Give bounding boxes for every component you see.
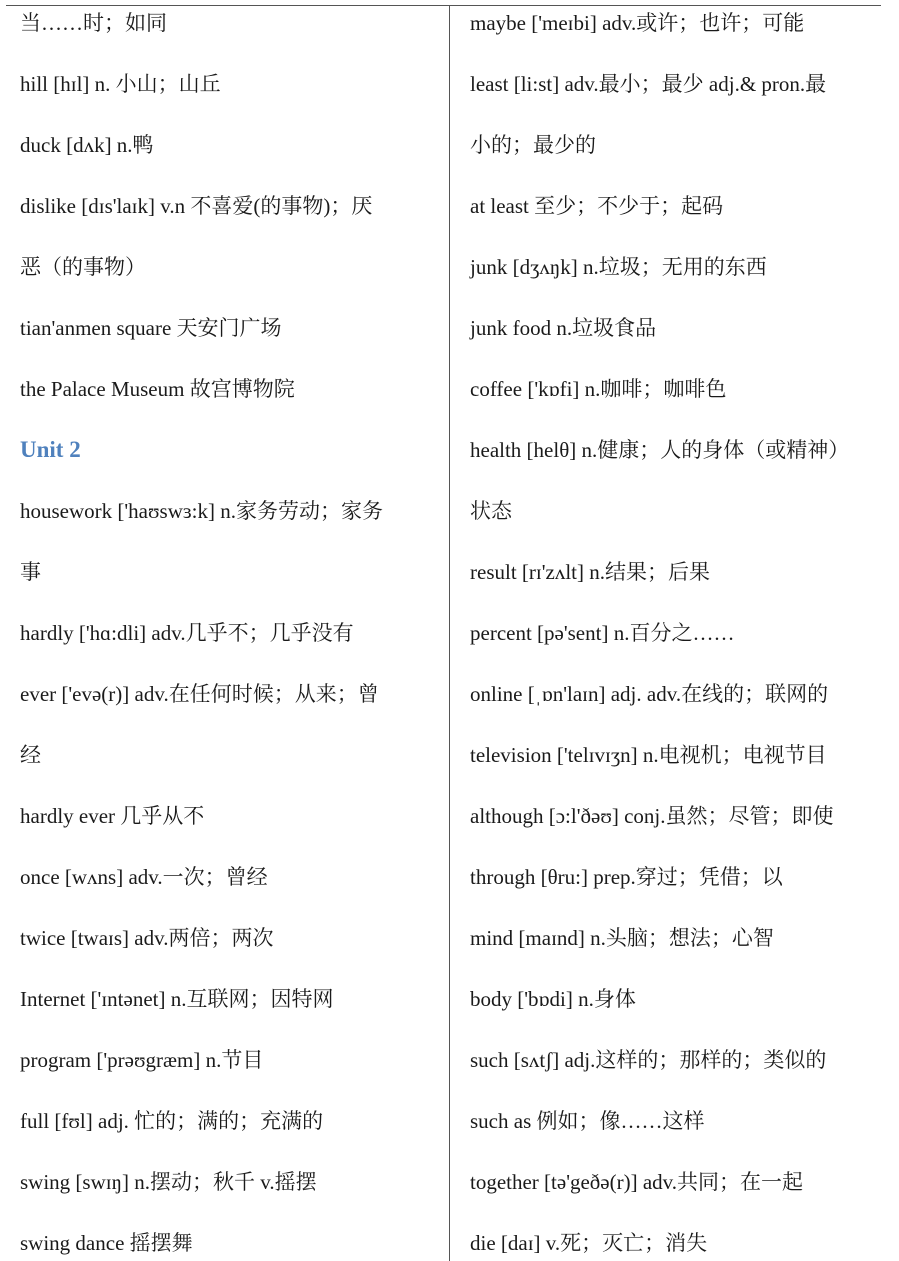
vocab-line: together [tə'geðə(r)] adv.共同；在一起 bbox=[470, 1170, 804, 1194]
vocab-line: dislike [dɪs'laɪk] v.n 不喜爱(的事物)；厌 bbox=[20, 194, 373, 218]
vocab-line: duck [dʌk] n.鸭 bbox=[20, 133, 154, 157]
top-rule bbox=[6, 5, 881, 6]
vocab-line: 小的；最少的 bbox=[470, 133, 596, 157]
vocab-line: junk food n.垃圾食品 bbox=[470, 316, 657, 340]
vocab-line: such [sʌtʃ] adj.这样的；那样的；类似的 bbox=[470, 1048, 827, 1072]
vocab-line: health [helθ] n.健康；人的身体（或精神） bbox=[470, 438, 850, 462]
vocab-line: full [fʊl] adj. 忙的；满的；充满的 bbox=[20, 1109, 324, 1133]
vocab-line: 当……时；如同 bbox=[20, 11, 167, 35]
vocab-line: result [rɪ'zʌlt] n.结果；后果 bbox=[470, 560, 710, 584]
vocab-line: ever ['evə(r)] adv.在任何时候；从来；曾 bbox=[20, 682, 379, 706]
vocab-line: twice [twaɪs] adv.两倍；两次 bbox=[20, 926, 274, 950]
vocab-line: once [wʌns] adv.一次；曾经 bbox=[20, 865, 268, 889]
vocab-line: although [ɔ:l'ðəʊ] conj.虽然；尽管；即使 bbox=[470, 804, 834, 828]
vocab-line: such as 例如；像……这样 bbox=[470, 1109, 705, 1133]
vocab-line: tian'anmen square 天安门广场 bbox=[20, 316, 282, 340]
vocab-line: die [daɪ] v.死；灭亡；消失 bbox=[470, 1231, 708, 1255]
column-divider bbox=[449, 5, 450, 1261]
vocab-line: maybe ['meɪbi] adv.或许；也许；可能 bbox=[470, 11, 805, 35]
vocab-line: mind [maɪnd] n.头脑；想法；心智 bbox=[470, 926, 774, 950]
vocab-line: the Palace Museum 故宫博物院 bbox=[20, 377, 295, 401]
vocab-line: 经 bbox=[20, 743, 41, 767]
vocab-line: hardly ever 几乎从不 bbox=[20, 804, 205, 828]
vocab-line: online [ˌɒn'laɪn] adj. adv.在线的；联网的 bbox=[470, 682, 829, 706]
vocab-line: program ['prəʊgræm] n.节目 bbox=[20, 1048, 264, 1072]
vocab-line: hardly ['hɑ:dli] adv.几乎不；几乎没有 bbox=[20, 621, 354, 645]
vocab-line: junk [dʒʌŋk] n.垃圾；无用的东西 bbox=[470, 255, 767, 279]
vocab-line: housework ['haʊswɜ:k] n.家务劳动；家务 bbox=[20, 499, 384, 523]
vocab-line: 事 bbox=[20, 560, 41, 584]
unit-heading: Unit 2 bbox=[20, 437, 81, 462]
vocab-line: swing dance 摇摆舞 bbox=[20, 1231, 193, 1255]
vocab-line: at least 至少；不少于；起码 bbox=[470, 194, 724, 218]
vocab-line: swing [swɪŋ] n.摆动；秋千 v.摇摆 bbox=[20, 1170, 317, 1194]
vocab-line: television ['telɪvɪʒn] n.电视机；电视节目 bbox=[470, 743, 827, 767]
vocab-line: 恶（的事物） bbox=[20, 255, 146, 279]
vocab-line: Internet ['ɪntənet] n.互联网；因特网 bbox=[20, 987, 334, 1011]
vocab-line: body ['bɒdi] n.身体 bbox=[470, 987, 636, 1011]
vocab-line: least [li:st] adv.最小；最少 adj.& pron.最 bbox=[470, 72, 827, 96]
vocab-line: percent [pə'sent] n.百分之…… bbox=[470, 621, 735, 645]
vocab-line: hill [hɪl] n. 小山；山丘 bbox=[20, 72, 221, 96]
vocab-line: through [θru:] prep.穿过；凭借；以 bbox=[470, 865, 783, 889]
vocab-line: coffee ['kɒfi] n.咖啡；咖啡色 bbox=[470, 377, 727, 401]
vocab-line: 状态 bbox=[470, 499, 512, 523]
